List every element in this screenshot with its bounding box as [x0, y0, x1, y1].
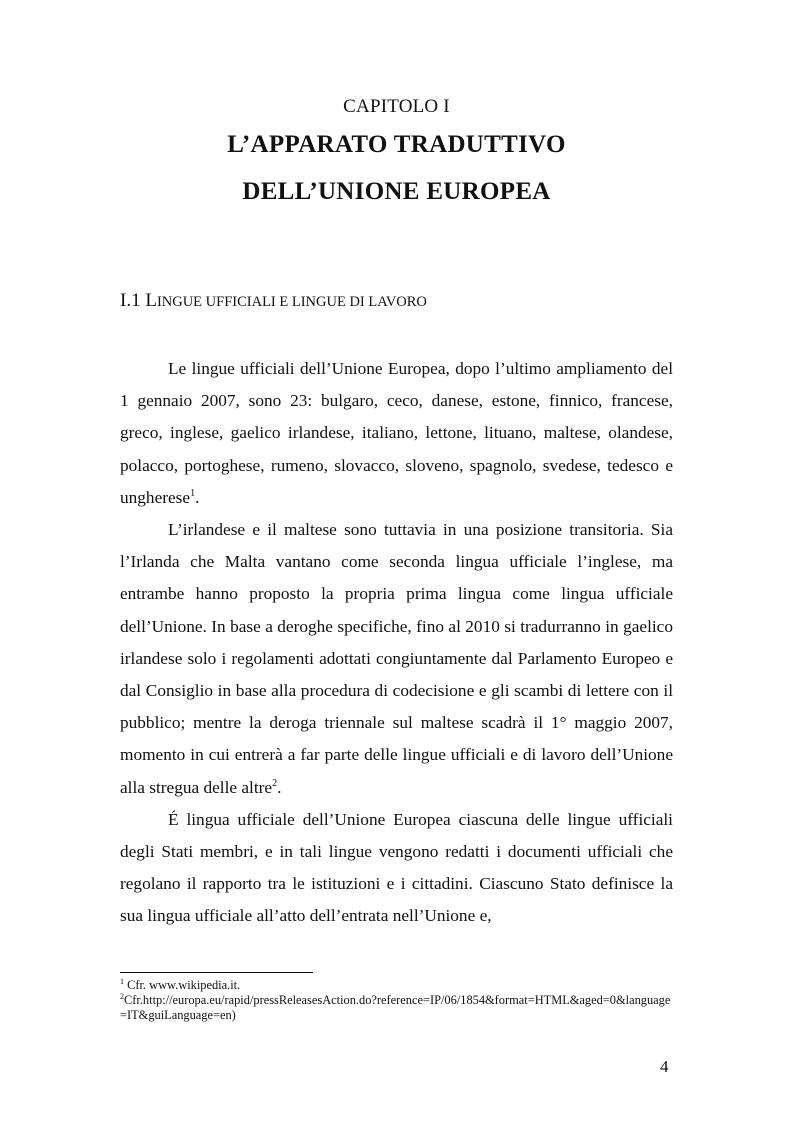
section-heading	[120, 290, 427, 312]
chapter-label: CAPITOLO I	[343, 96, 450, 117]
paragraph: L’irlandese e il maltese sono tuttavia in una posizione transitoria. Sia l’Irlanda che Malta vantano come seconda lingua ufficiale l’inglese, ma entrambe hanno proposto la propria prima lingua come lingua ufficiale dell’Unione. In base a deroghe specifiche, fino al 2010 si tradurranno in gaelico irlandese solo i regolamenti adottati congiuntamente dal Parlamento Europeo e dal Consiglio in base alla procedura di codecisione e gli scambi di lettere con il pubblico; mentre la deroga triennale sul maltese scadrà il 1° maggio 2007, momento in cui entrerà a far parte delle lingue ufficiali e di lavoro dell’Unione alla stregua delle altre$^2$.	[120, 520, 673, 797]
body-text	[120, 353, 673, 933]
paragraph: Le lingue ufficiali dell’Unione Europea, dopo l’ultimo ampliamento del 1 gennaio 2007, sono 23: bulgaro, ceco, danese, estone, finnico, francese, greco, inglese, gaelico irlandese, italiano, lettone, lituano, maltese, olandese, polacco, portoghese, rumeno, slovacco, sloveno, spagnolo, svedese, tedesco e ungherese$^1$.	[120, 359, 673, 507]
footnote-1: $^1$ Cfr. www.wikipedia.it.	[120, 976, 241, 992]
footnote-separator	[120, 972, 313, 973]
paragraph: É lingua ufficiale dell’Unione Europea ciascuna delle lingue ufficiali degli Stati membri, e in tali lingue vengono redatti i documenti ufficiali che regolano il rapporto tra le istituzioni e i cittadini. Ciascuno Stato definisce la sua lingua ufficiale all’atto dell’entrata nell’Unione e,	[120, 809, 673, 926]
section-title-rest: INGUE UFFICIALI E LINGUE DI LAVORO	[156, 294, 427, 310]
footnote-2: $^2$Cfr.http://europa.eu/rapid/pressReleasesAction.do?reference=IP/06/1854&format=HTML&aged=0&language=IT&guiLanguage=en)	[120, 991, 671, 1022]
footnote-ref-1[interactable]: 1	[190, 488, 196, 500]
chapter-title-line-1: L’APPARATO TRADUTTIVO	[227, 131, 566, 158]
section-title-initial: L	[145, 290, 157, 311]
page-number: 4	[660, 1057, 669, 1076]
chapter-title-line-2: DELL’UNIONE EUROPEA	[242, 178, 551, 205]
footnotes	[120, 978, 673, 1023]
section-number: I.1	[120, 290, 141, 311]
footnote-2-link[interactable]: Cfr.http://europa.eu/rapid/pressReleasesAction.do?reference=IP/06/1854&format=HTML&aged=0&language=IT&guiLanguage=en)	[120, 993, 671, 1022]
footnote-ref-2[interactable]: 2	[272, 777, 278, 789]
